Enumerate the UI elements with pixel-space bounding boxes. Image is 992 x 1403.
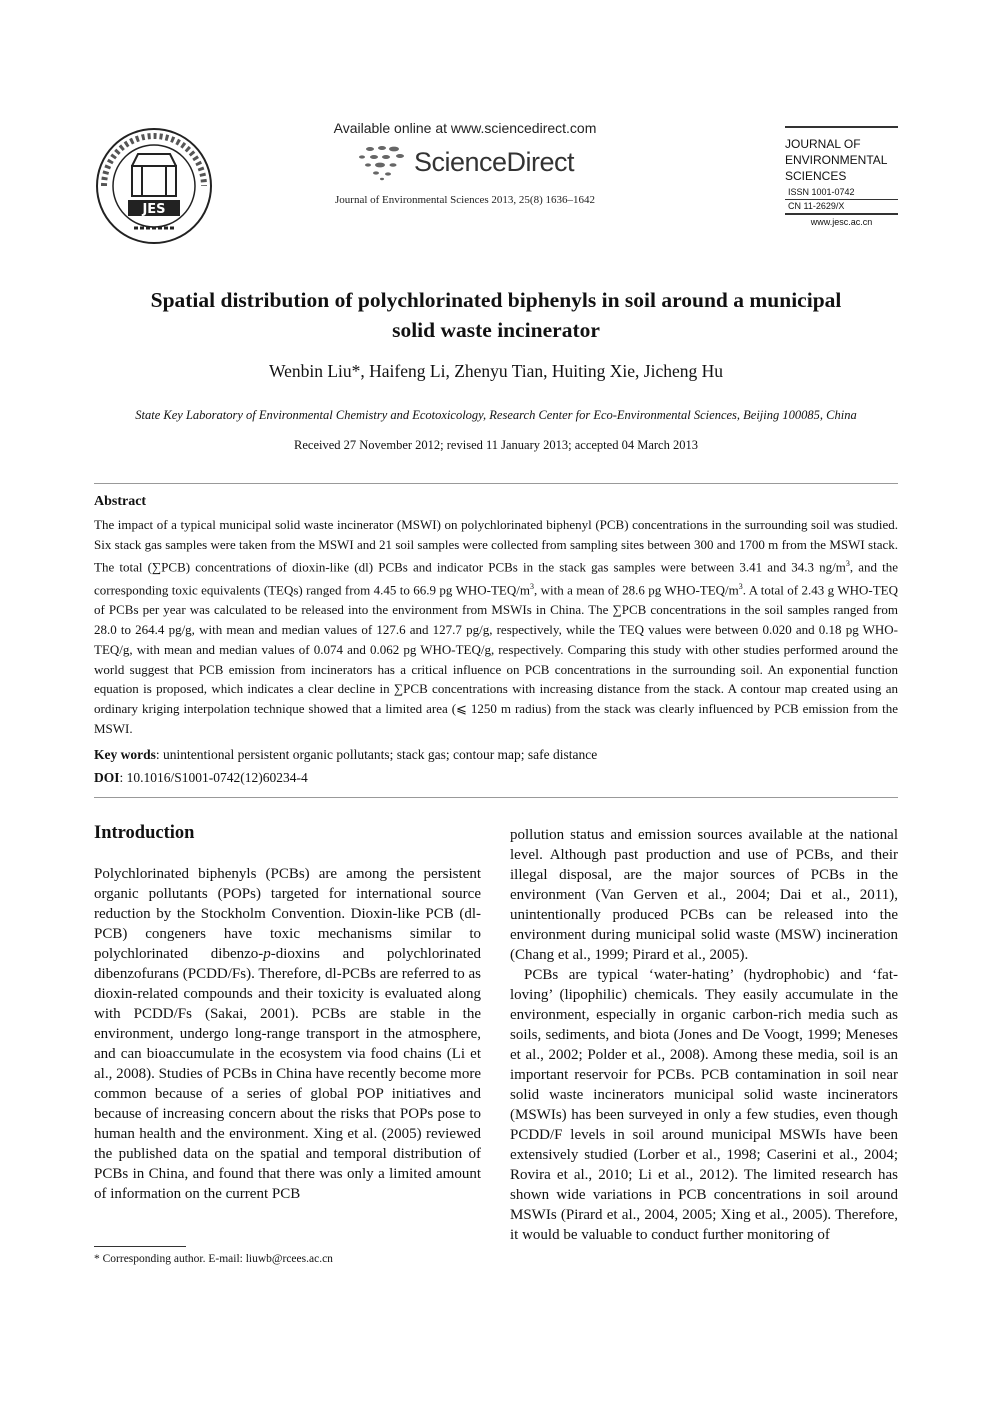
intro-paragraph-1: Polychlorinated biphenyls (PCBs) are among the persistent organic pollutants (POPs) targeted for international source reduction by the Stockholm Convention. Dioxin-like PCB (dl-PCB) congeners have toxic mechanisms similar to polychlorinated dibenzo-p-dioxins and polychlorinated dibenzofurans (PCDD/Fs). Therefore, dl-PCBs are referred to as dioxin-related compounds and their toxicity is evaluated along with PCDD/Fs (Sakai, 2001). PCBs are stable in the environment, undergo long-range transport in the atmosphere, and can bioaccumulate in the ecosystem via food chains (Li et al., 2008). Studies of PCBs in China have recently become more common because of a series of global POP initiatives and because of increasing concern about the risks that POPs pose to human health and the environment. Xing et al. (2005) reviewed the published data on the spatial and temporal distribution of PCBs in China, and found that there was only a limited amount of information on the current PCB <box>94 866 482 1202</box>
article-affiliation: State Key Laboratory of Environmental Chemistry and Ecotoxicology, Research Center for Eco-Environmental Sciences, Beijing 100085, China <box>135 408 857 422</box>
article-received-dates: Received 27 November 2012; revised 11 January 2013; accepted 04 March 2013 <box>294 438 698 452</box>
sciencedirect-logo <box>300 142 630 182</box>
journal-issn: ISSN 1001-0742 <box>785 186 898 200</box>
introduction-heading: Introduction <box>94 823 195 843</box>
journal-cn: CN 11-2629/X <box>785 200 898 215</box>
article-title-line2: solid waste incinerator <box>392 318 600 342</box>
journal-info-box <box>785 126 898 227</box>
journal-logo <box>92 126 216 246</box>
body-column-right <box>510 825 898 1245</box>
keywords <box>94 747 597 763</box>
sciencedirect-dots-icon <box>356 143 408 181</box>
doi <box>94 770 308 786</box>
article-title-line1: Spatial distribution of polychlorinated biphenyls in soil around a municipal <box>150 288 842 312</box>
article-title <box>94 285 898 345</box>
corresponding-author-footnote: * Corresponding author. E-mail: liuwb@rcees.ac.cn <box>94 1253 333 1265</box>
available-online-text: Available online at www.sciencedirect.com <box>333 120 597 136</box>
journal-name-line3: SCIENCES <box>785 169 847 183</box>
footnote-divider <box>94 1246 186 1247</box>
doi-text: : 10.1016/S1001-0742(12)60234-4 <box>119 770 308 785</box>
divider-top <box>94 483 898 484</box>
keywords-label: Key words <box>94 747 156 762</box>
publisher-header <box>300 120 630 206</box>
article-authors: Wenbin Liu*, Haifeng Li, Zhenyu Tian, Huiting Xie, Jicheng Hu <box>268 361 724 381</box>
sciencedirect-wordmark: ScienceDirect <box>413 146 575 177</box>
journal-citation: Journal of Environmental Sciences 2013, 25(8) 1636–1642 <box>335 194 595 206</box>
abstract-heading: Abstract <box>94 494 147 509</box>
journal-name-line1: JOURNAL OF <box>785 137 861 151</box>
keywords-text: : unintentional persistent organic pollutants; stack gas; contour map; safe distance <box>155 747 598 762</box>
abstract-text: The impact of a typical municipal solid waste incinerator (MSWI) on polychlorinated biphenyl (PCB) concentrations in the surrounding soil was studied. Six stack gas samples were taken from the MSWI and 21 soil samples were collected from sampling sites between 300 and 1700 m from the MSWI stack. The total (∑PCB) concentrations of dioxin-like (dl) PCBs and indicator PCBs in the stack gas samples were between 3.41 and 34.3 $ng/m^3$, and the corresponding toxic equivalents (TEQs) ranged from 4.45 to 66.9 pg WHO-$TEQ/m^3$, with a mean of 28.6 pg WHO-$TEQ/m^3$. A total of 2.43 g WHO-TEQ of PCBs per year was calculated to be released into the environment from MSWIs in China. The ∑PCB concentrations in the soil samples ranged from 28.0 to 264.4 pg/g, with mean and median values of 127.6 and 127.7 pg/g, respectively, while the TEQ values were between 0.020 and 0.18 pg WHO-TEQ/g, with mean and median values of 0.074 and 0.062 pg WHO-TEQ/g, respectively. Comparing this study with other studies performed around the world suggest that PCB emission from incinerators has a critical influence on PCB concentrations in the surrounding soil. An exponential function equation is proposed, which indicates a clear decline in ∑PCB concentrations with increasing distance from the stack. A contour map created using an ordinary kriging interpolation technique showed that a limited area (⩽ 1250 m radius) from the stack was clearly influenced by PCB emission from the MSWI. <box>94 517 899 736</box>
journal-website: www.jesc.ac.cn <box>810 217 873 227</box>
doi-label: DOI <box>94 770 120 785</box>
logo-text: JES <box>142 202 166 217</box>
intro-paragraph-1-cont: pollution status and emission sources available at the national level. Although past production and use of PCBs, and their illegal disposal, are the major sources of PCBs in the environment (Van Gerven et al., 2004; Dai et al., 2011), unintentionally produced PCBs can be released into the environment during municipal solid waste (MSW) incineration (Chang et al., 1999; Pirard et al., 2005). <box>510 827 898 963</box>
intro-paragraph-2: PCBs are typical ‘water-hating’ (hydrophobic) and ‘fat-loving’ (lipophilic) chemicals. They easily accumulate in the environment, especially in organic carbon-rich media such as soils, sediments, and biota (Jones and De Voogt, 1999; Meneses et al., 2002; Polder et al., 2008). Among these media, soil is an important reservoir for PCBs. PCB contamination in soil near solid waste incinerators municipal solid waste incinerators (MSWIs) has been surveyed in only a few studies, even though PCDD/F levels in soil around municipal MSWIs have been extensively studied (Lorber et al., 1998; Caserini et al., 2004; Rovira et al., 2010; Li et al., 2012). The limited research has shown wide variations in PCB concentrations in soil around MSWIs (Pirard et al., 2004, 2005; Xing et al., 2005). Therefore, it would be valuable to conduct further monitoring of <box>510 967 898 1243</box>
body-column-left <box>94 864 481 1204</box>
divider-bottom <box>94 797 898 798</box>
journal-name-line2: ENVIRONMENTAL <box>785 153 888 167</box>
